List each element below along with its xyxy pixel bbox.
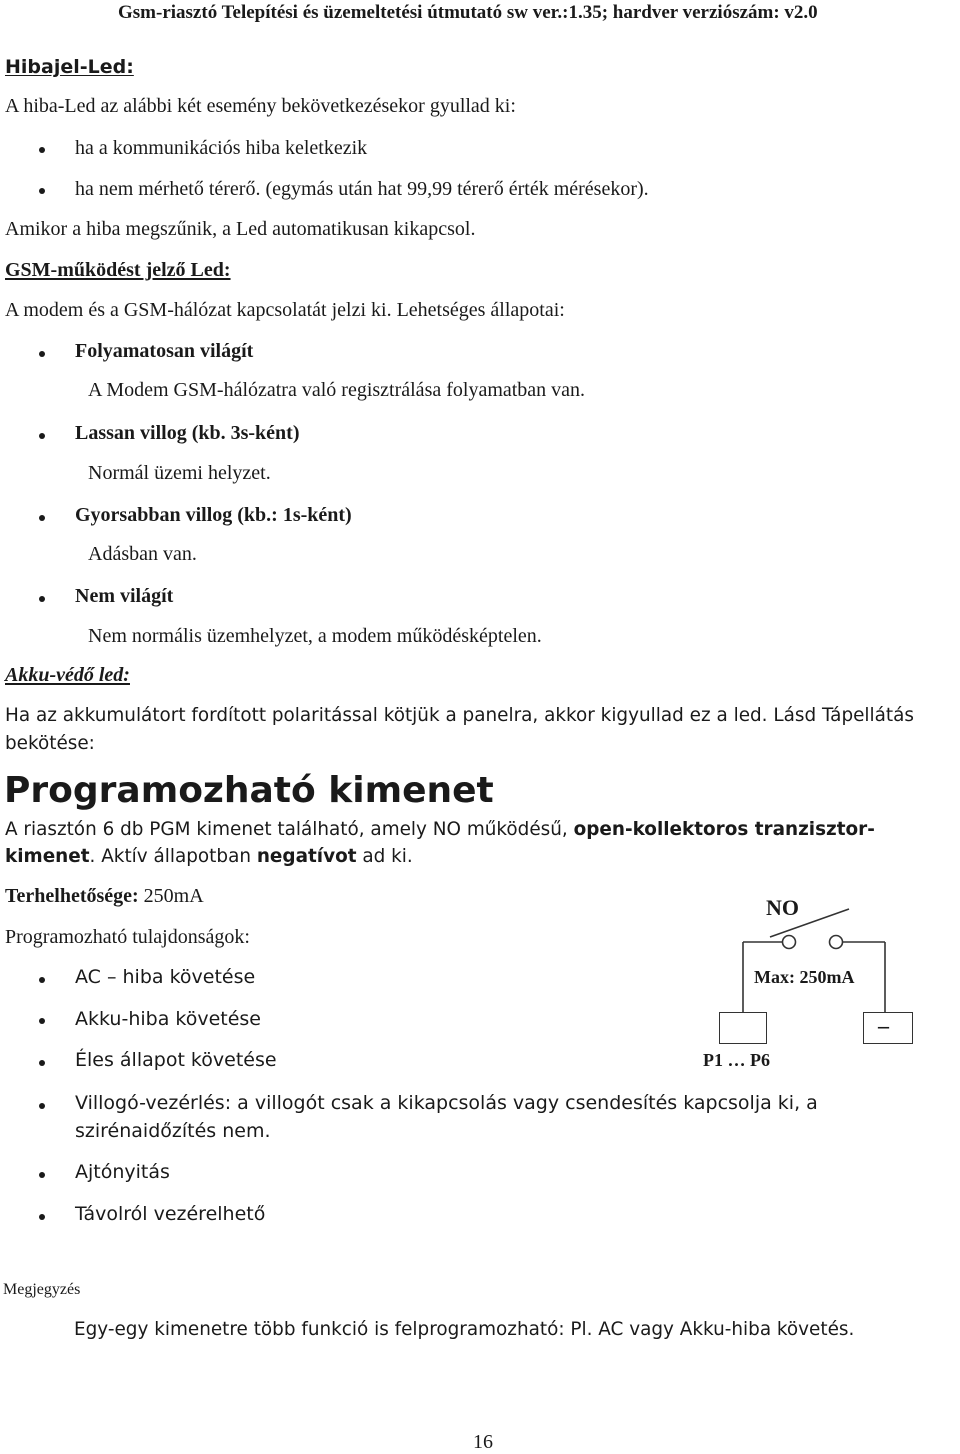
gsm-led-heading: GSM-működést jelző Led:	[5, 259, 231, 281]
bullet-icon	[39, 1018, 45, 1024]
pgm-prop-item: Akku-hiba követése	[75, 1008, 261, 1030]
pgm-load-value: 250mA	[138, 885, 204, 907]
pgm-prop-item-continued: szirénaidőzítés nem.	[75, 1120, 271, 1142]
gsm-state-label: Gyorsabban villog (kb.: 1s-ként)	[75, 504, 352, 526]
bullet-icon	[39, 147, 45, 153]
akku-led-text-line1: Ha az akkumulátort fordított polaritással kötjük a panelra, akkor kigyullad ez a led. Lásd Tápellátás	[5, 705, 914, 726]
pgm-load	[5, 885, 204, 908]
switch-contact-right	[830, 936, 843, 949]
note-text: Egy-egy kimenetre több funkció is felprogramozható: Pl. AC vagy Akku-hiba követés.	[74, 1319, 855, 1340]
bullet-icon	[39, 188, 45, 194]
minus-label: –	[878, 1013, 889, 1038]
pins-label: P1 … P6	[703, 1050, 770, 1070]
error-led-outro: Amikor a hiba megszűnik, a Led automatikusan kikapcsol.	[5, 218, 476, 240]
pgm-description-line1	[5, 819, 875, 840]
switch-contact-left	[783, 936, 796, 949]
pgm-desc-part: ad ki.	[356, 846, 413, 867]
pgm-output-box	[719, 1012, 767, 1044]
error-led-heading: Hibajel-Led:	[5, 56, 134, 78]
pgm-desc-bold: kimenet	[5, 846, 90, 867]
gsm-state-label: Nem világít	[75, 585, 174, 607]
gsm-state-desc: Nem normális üzemhelyzet, a modem működésképtelen.	[88, 625, 542, 647]
pgm-prop-item: Villogó-vezérlés: a villogót csak a kikapcsolás vagy csendesítés kapcsolja ki, a	[75, 1092, 818, 1114]
pgm-load-label: Terhelhetősége:	[5, 885, 139, 907]
error-led-intro: A hiba-Led az alábbi két esemény bekövetkezésekor gyullad ki:	[5, 95, 516, 117]
pgm-desc-bold: open-kollektoros tranzisztor-	[573, 819, 875, 840]
akku-led-text-line2: bekötése:	[5, 733, 95, 754]
bullet-icon	[39, 351, 45, 357]
bullet-icon	[39, 596, 45, 602]
bullet-icon	[39, 1060, 45, 1066]
note-heading: Megjegyzés	[3, 1281, 81, 1298]
pgm-prop-item: Éles állapot követése	[75, 1049, 277, 1071]
bullet-icon	[39, 1214, 45, 1220]
pgm-props-heading: Programozható tulajdonságok:	[5, 926, 250, 948]
error-led-item: ha a kommunikációs hiba keletkezik	[75, 137, 368, 159]
gsm-state-desc: Normál üzemi helyzet.	[88, 462, 271, 484]
akku-led-heading: Akku-védő led:	[5, 664, 130, 686]
pgm-desc-part: A riasztón 6 db PGM kimenet található, amely NO működésű,	[5, 819, 574, 840]
bullet-icon	[39, 515, 45, 521]
pgm-prop-item: Ajtónyitás	[75, 1161, 170, 1183]
gsm-state-desc: A Modem GSM-hálózatra való regisztrálása folyamatban van.	[88, 379, 586, 401]
page-number: 16	[473, 1431, 493, 1453]
gsm-state-desc: Adásban van.	[88, 543, 197, 565]
pgm-desc-part: . Aktív állapotban	[89, 846, 257, 867]
page-header: Gsm-riasztó Telepítési és üzemeltetési útmutató sw ver.:1.35; hardver verziószám: v2.0	[118, 2, 818, 23]
bullet-icon	[39, 977, 45, 983]
no-label: NO	[766, 895, 799, 920]
pgm-prop-item: AC – hiba követése	[75, 966, 256, 988]
bullet-icon	[39, 433, 45, 439]
pgm-desc-bold: negatívot	[256, 846, 357, 867]
error-led-item: ha nem mérhető térerő. (egymás után hat 99,99 térerő érték mérésekor).	[75, 178, 649, 200]
gsm-state-label: Lassan villog (kb. 3s-ként)	[75, 422, 300, 444]
bullet-icon	[39, 1103, 45, 1109]
pgm-title: Programozható kimenet	[4, 770, 494, 811]
pgm-description-line2	[5, 846, 413, 867]
gsm-led-intro: A modem és a GSM-hálózat kapcsolatát jelzi ki. Lehetséges állapotai:	[5, 299, 565, 321]
gsm-state-label: Folyamatosan világít	[75, 340, 254, 362]
pgm-prop-item: Távolról vezérelhető	[75, 1203, 266, 1225]
bullet-icon	[39, 1172, 45, 1178]
max-current-label: Max: 250mA	[754, 967, 855, 987]
